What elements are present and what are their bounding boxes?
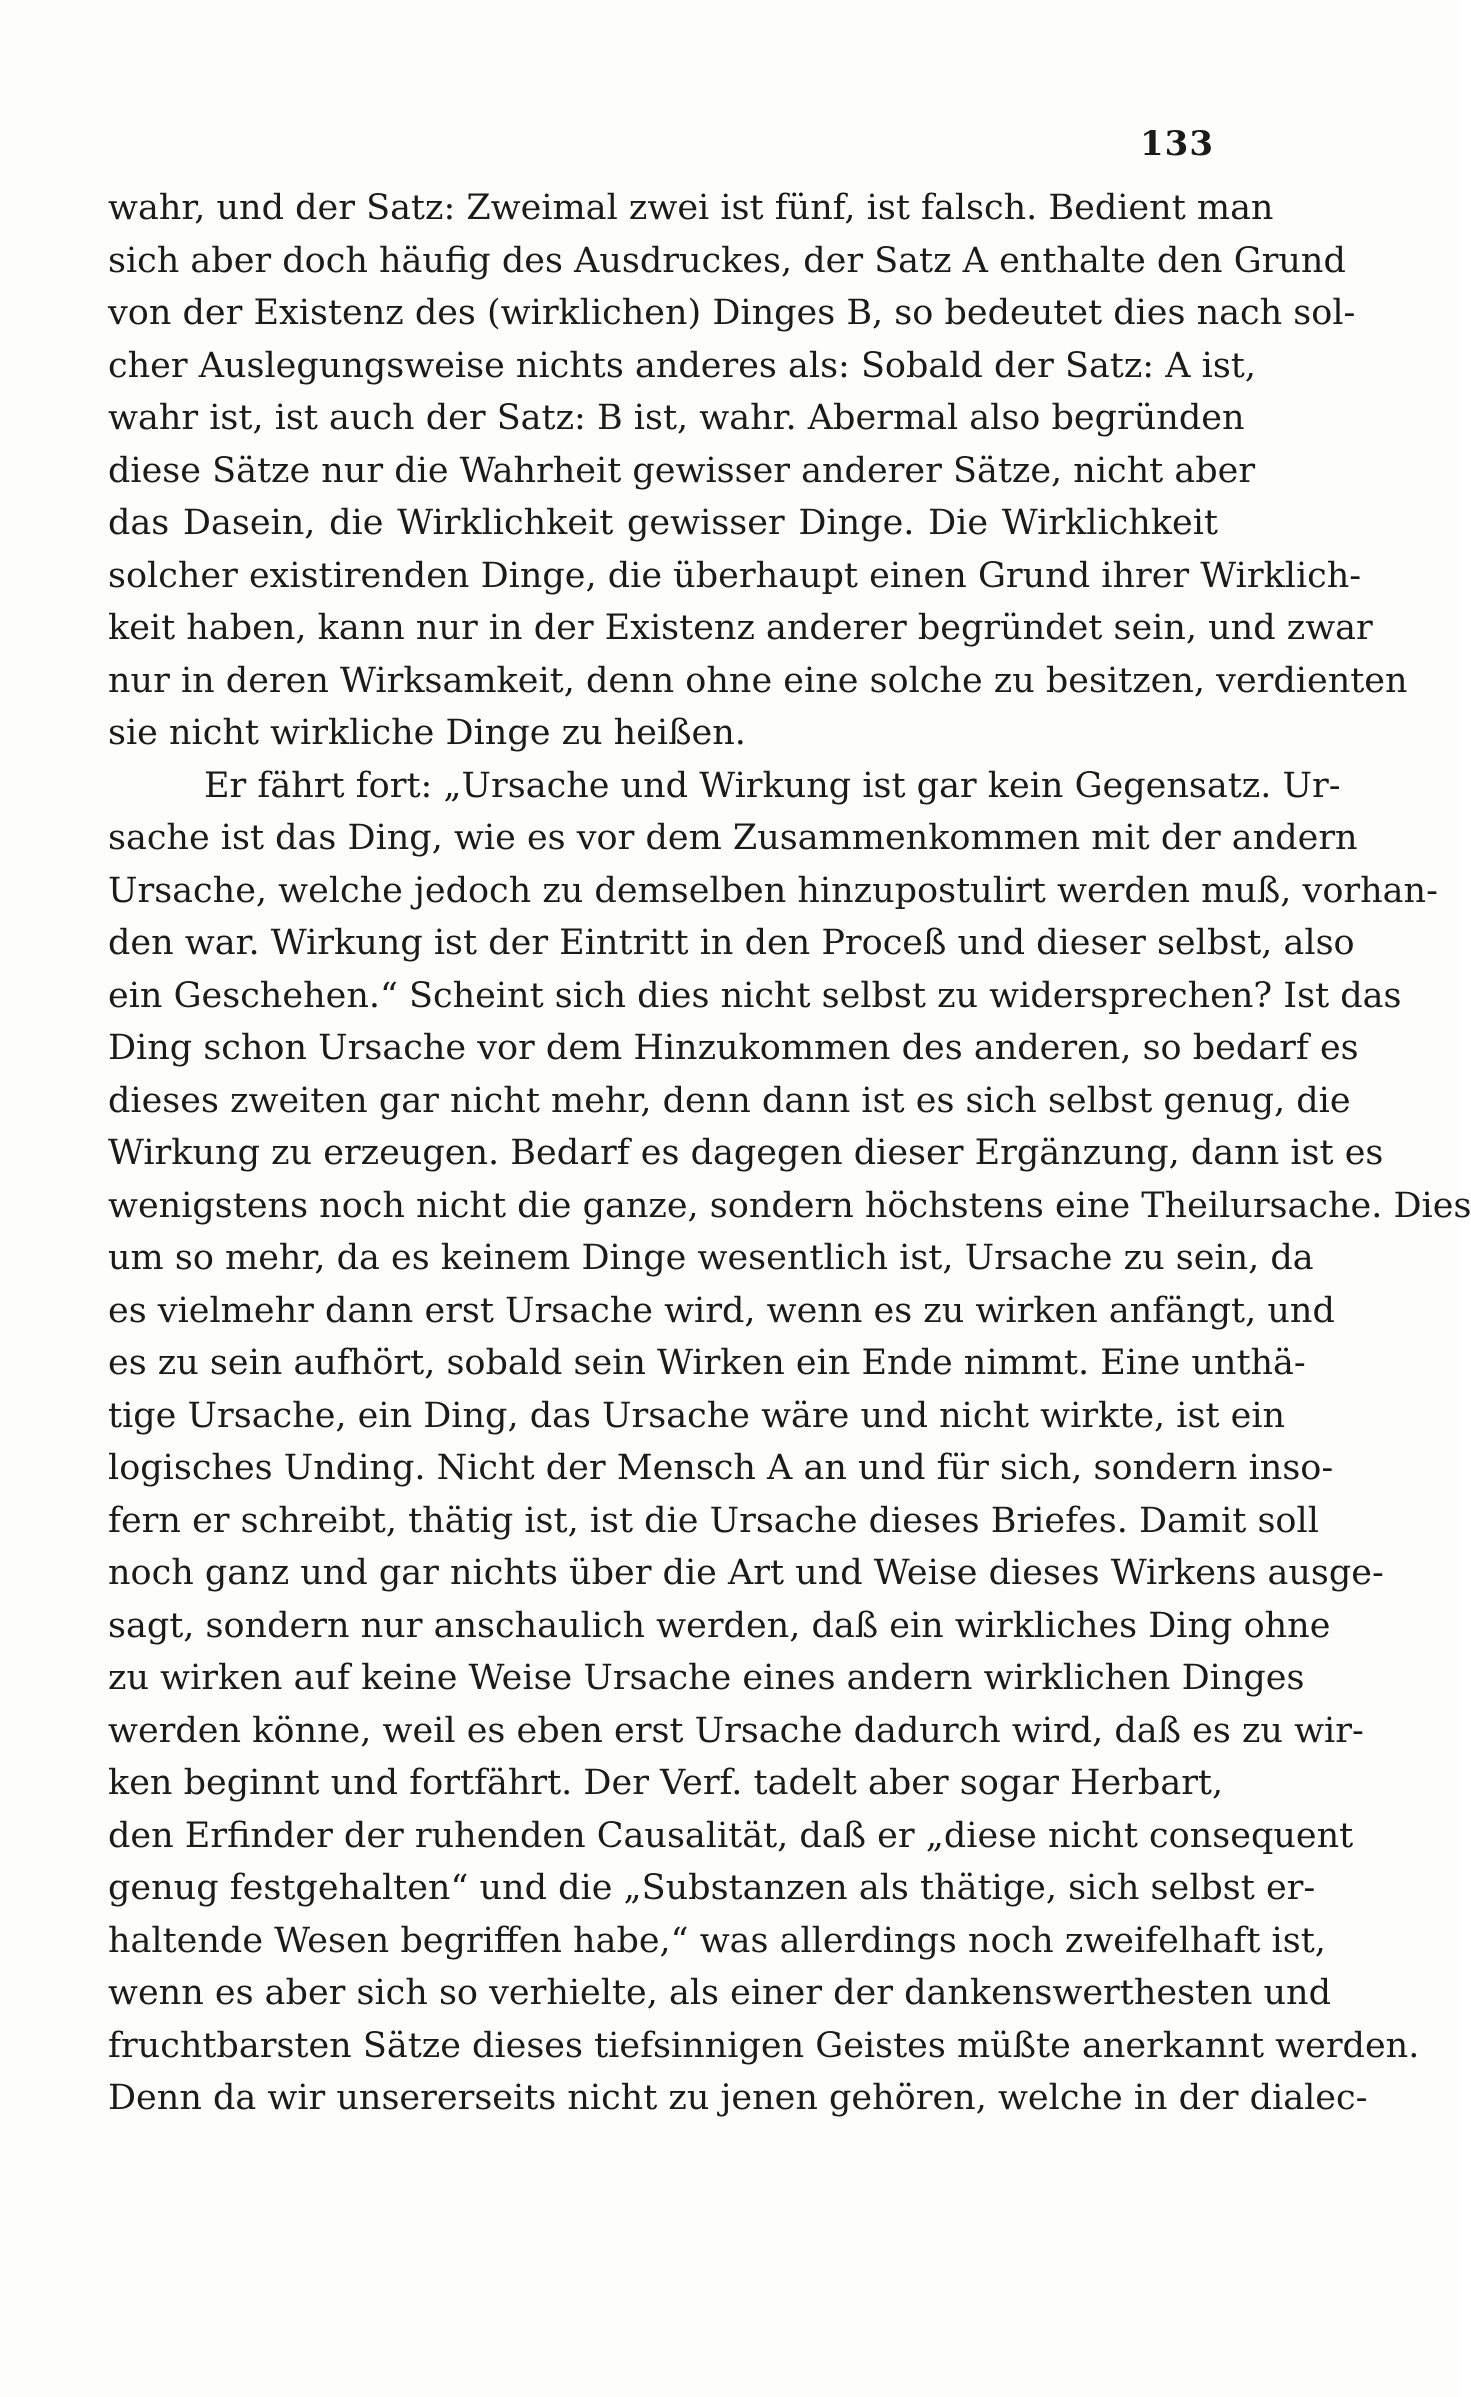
text-line: Wirkung zu erzeugen. Bedarf es dagegen dieser Ergänzung, dann ist es (108, 1133, 1384, 1173)
text-line: von der Existenz des (wirklichen) Dinges B, so bedeutet dies nach sol- (108, 293, 1356, 333)
text-line: um so mehr, da es keinem Dinge wesentlich ist, Ursache zu sein, da (108, 1238, 1314, 1278)
text-line: keit haben, kann nur in der Existenz anderer begründet sein, und zwar (108, 608, 1373, 648)
text-line: logisches Unding. Nicht der Mensch A an und für sich, sondern inso- (108, 1448, 1334, 1488)
text-line: wahr, und der Satz: Zweimal zwei ist fünf, ist falsch. Bedient man (108, 188, 1274, 228)
text-line: genug festgehalten“ und die „Substanzen als thätige, sich selbst er- (108, 1868, 1316, 1908)
text-line: Denn da wir unsererseits nicht zu jenen gehören, welche in der dialec- (108, 2078, 1368, 2118)
paragraph-start-line: Er fährt fort: „Ursache und Wirkung ist gar kein Gegensatz. Ur- (204, 765, 1341, 806)
text-line: zu wirken auf keine Weise Ursache eines andern wirklichen Dinges (108, 1658, 1305, 1698)
text-line: sagt, sondern nur anschaulich werden, daß ein wirkliches Ding ohne (108, 1605, 1331, 1646)
text-line: sie nicht wirkliche Dinge zu heißen. (108, 713, 746, 753)
text-line: werden könne, weil es eben erst Ursache dadurch wird, daß es zu wir- (108, 1710, 1364, 1751)
text-line: das Dasein, die Wirklichkeit gewisser Dinge. Die Wirklichkeit (108, 503, 1218, 543)
text-line: ken beginnt und fortfährt. Der Verf. tadelt aber sogar Herbart, (108, 1763, 1224, 1803)
text-line: wenigstens noch nicht die ganze, sondern höchstens eine Theilursache. Dies (108, 1185, 1471, 1226)
text-line: es zu sein aufhört, sobald sein Wirken ein Ende nimmt. Eine unthä- (108, 1343, 1306, 1383)
page-number: 133 (1140, 124, 1214, 164)
text-line: cher Auslegungsweise nichts anderes als: Sobald der Satz: A ist, (108, 345, 1256, 386)
text-line: fern er schreibt, thätig ist, ist die Ursache dieses Briefes. Damit soll (108, 1500, 1319, 1541)
text-line: nur in deren Wirksamkeit, denn ohne eine solche zu besitzen, verdienten (108, 660, 1408, 701)
text-line: fruchtbarsten Sätze dieses tiefsinnigen Geistes müßte anerkannt werden. (108, 2025, 1420, 2066)
text-line: wenn es aber sich so verhielte, als einer der dankenswerthesten und (108, 1973, 1331, 2013)
text-line: Ursache, welche jedoch zu demselben hinzupostulirt werden muß, vorhan- (108, 870, 1438, 911)
text-line: haltende Wesen begriffen habe,“ was allerdings noch zweifelhaft ist, (108, 1920, 1326, 1961)
text-line: ein Geschehen.“ Scheint sich dies nicht selbst zu widersprechen? Ist das (108, 975, 1402, 1016)
text-line: wahr ist, ist auch der Satz: B ist, wahr. Abermal also begründen (108, 398, 1245, 438)
text-line: sich aber doch häufig des Ausdruckes, der Satz A enthalte den Grund (108, 240, 1346, 281)
text-line: dieses zweiten gar nicht mehr, denn dann ist es sich selbst genug, die (108, 1080, 1351, 1121)
text-line: Ding schon Ursache vor dem Hinzukommen des anderen, so bedarf es (108, 1028, 1359, 1068)
text-line: tige Ursache, ein Ding, das Ursache wäre und nicht wirkte, ist ein (108, 1395, 1286, 1436)
body-text (108, 182, 1471, 2125)
text-line: diese Sätze nur die Wahrheit gewisser anderer Sätze, nicht aber (108, 450, 1256, 491)
text-line: den Erfinder der ruhenden Causalität, daß er „diese nicht consequent (108, 1815, 1354, 1856)
text-line: sache ist das Ding, wie es vor dem Zusammenkommen mit der andern (108, 818, 1358, 858)
text-line: solcher existirenden Dinge, die überhaupt einen Grund ihrer Wirklich- (108, 555, 1362, 596)
text-line: noch ganz und gar nichts über die Art und Weise dieses Wirkens ausge- (108, 1553, 1384, 1593)
text-line: es vielmehr dann erst Ursache wird, wenn es zu wirken anfängt, und (108, 1290, 1335, 1331)
text-line: den war. Wirkung ist der Eintritt in den Proceß und dieser selbst, also (108, 923, 1355, 963)
